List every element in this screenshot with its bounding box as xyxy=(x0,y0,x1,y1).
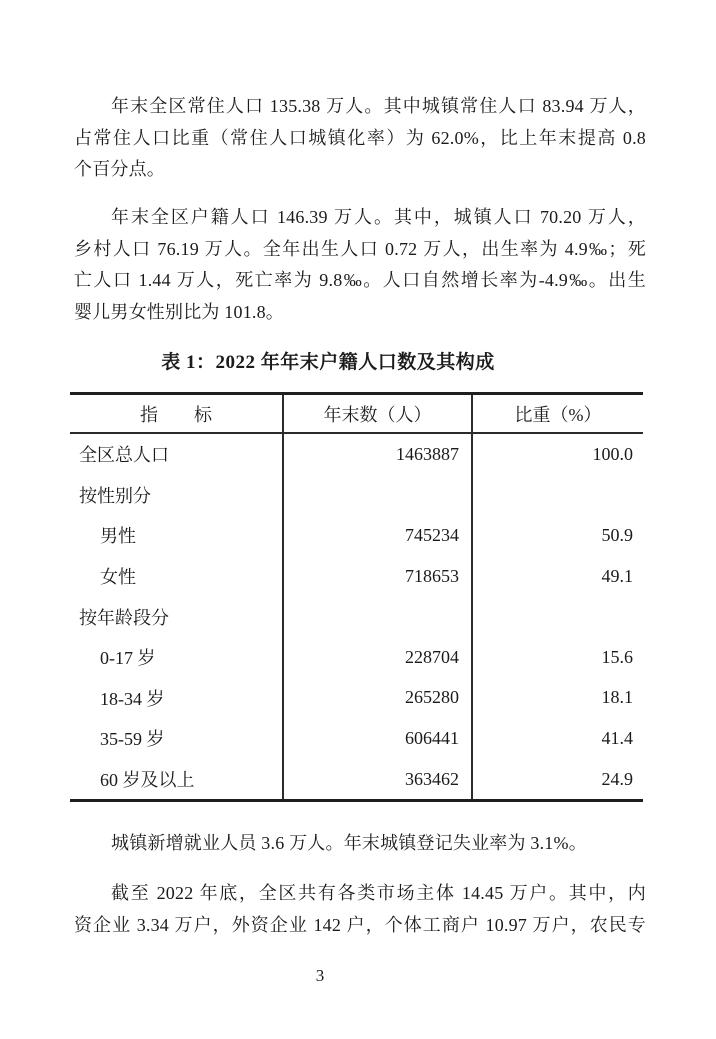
table-cell-indicator: 0-17 岁 xyxy=(70,637,284,678)
paragraph-line: 年末全区常住人口 135.38 万人。其中城镇常住人口 83.94 万人， xyxy=(111,96,646,116)
table-cell-value: 363462 xyxy=(284,759,473,800)
paragraph-market-entities xyxy=(74,878,646,941)
paragraph-line: 年末全区户籍人口 146.39 万人。其中，城镇人口 70.20 万人， xyxy=(111,207,646,227)
paragraph-line: 城镇新增就业人员 3.6 万人。年末城镇登记失业率为 3.1%。 xyxy=(111,833,587,853)
table-cell-indicator: 35-59 岁 xyxy=(70,718,284,759)
paragraph-line: 资企业 3.34 万户，外资企业 142 户，个体工商户 10.97 万户，农民专 xyxy=(74,914,646,935)
table-row xyxy=(70,759,643,800)
paragraph-line: 乡村人口 76.19 万人。全年出生人口 0.72 万人，出生率为 4.9‰；死 xyxy=(74,238,646,259)
table-cell-value: 1463887 xyxy=(284,434,473,475)
table-cell-share xyxy=(473,475,643,516)
table-cell-indicator: 60 岁及以上 xyxy=(70,759,284,800)
population-table xyxy=(70,392,643,802)
table-cell-indicator: 全区总人口 xyxy=(70,434,284,475)
page-number: 3 xyxy=(315,966,325,985)
table-cell-share: 24.9 xyxy=(601,768,633,789)
table-row xyxy=(70,596,643,637)
table-cell-value xyxy=(284,596,473,637)
table-cell-share: 49.1 xyxy=(601,565,633,586)
table-title: 表 1：2022 年年末户籍人口数及其构成 xyxy=(161,352,495,373)
table-cell-value: 228704 xyxy=(284,637,473,678)
table-row xyxy=(70,718,643,759)
table-header-row xyxy=(70,395,643,434)
table-cell-indicator: 男性 xyxy=(70,515,284,556)
table-cell-indicator: 按性别分 xyxy=(70,475,284,516)
paragraph-employment xyxy=(74,828,646,860)
table-cell-indicator: 18-34 岁 xyxy=(70,678,284,719)
paragraph-line: 婴儿男女性别比为 101.8。 xyxy=(74,301,284,322)
table-cell-value: 265280 xyxy=(284,678,473,719)
table-cell-indicator: 按年龄段分 xyxy=(70,596,284,637)
table-cell-value: 606441 xyxy=(284,718,473,759)
table-header-share: 比重（%） xyxy=(514,404,602,425)
table-cell-indicator: 女性 xyxy=(70,556,284,597)
paragraph-registered-population xyxy=(74,202,646,328)
paragraph-line: 亡人口 1.44 万人，死亡率为 9.8‰。人口自然增长率为-4.9‰。出生 xyxy=(74,270,646,290)
table-row xyxy=(70,556,643,597)
table-cell-value: 745234 xyxy=(284,515,473,556)
table-row xyxy=(70,515,643,556)
table-cell-share: 41.4 xyxy=(601,727,633,748)
table-cell-share: 100.0 xyxy=(592,443,633,464)
table-row xyxy=(70,434,643,475)
paragraph-line: 个百分点。 xyxy=(74,159,165,179)
paragraph-line: 截至 2022 年底，全区共有各类市场主体 14.45 万户。其中，内 xyxy=(111,883,646,903)
table-header-value: 年末数（人） xyxy=(284,395,473,432)
table-row xyxy=(70,678,643,719)
paragraph-line: 占常住人口比重（常住人口城镇化率）为 62.0%，比上年末提高 0.8 xyxy=(74,127,646,148)
table-header-indicator: 指 标 xyxy=(70,395,284,432)
table-cell-share: 15.6 xyxy=(601,646,633,667)
table-cell-share xyxy=(473,596,643,637)
table-cell-value xyxy=(284,475,473,516)
paragraph-resident-population xyxy=(74,91,646,186)
table-cell-value: 718653 xyxy=(284,556,473,597)
table-cell-share: 18.1 xyxy=(601,687,633,708)
table-row xyxy=(70,475,643,516)
table-row xyxy=(70,637,643,678)
table-cell-share: 50.9 xyxy=(601,524,633,545)
